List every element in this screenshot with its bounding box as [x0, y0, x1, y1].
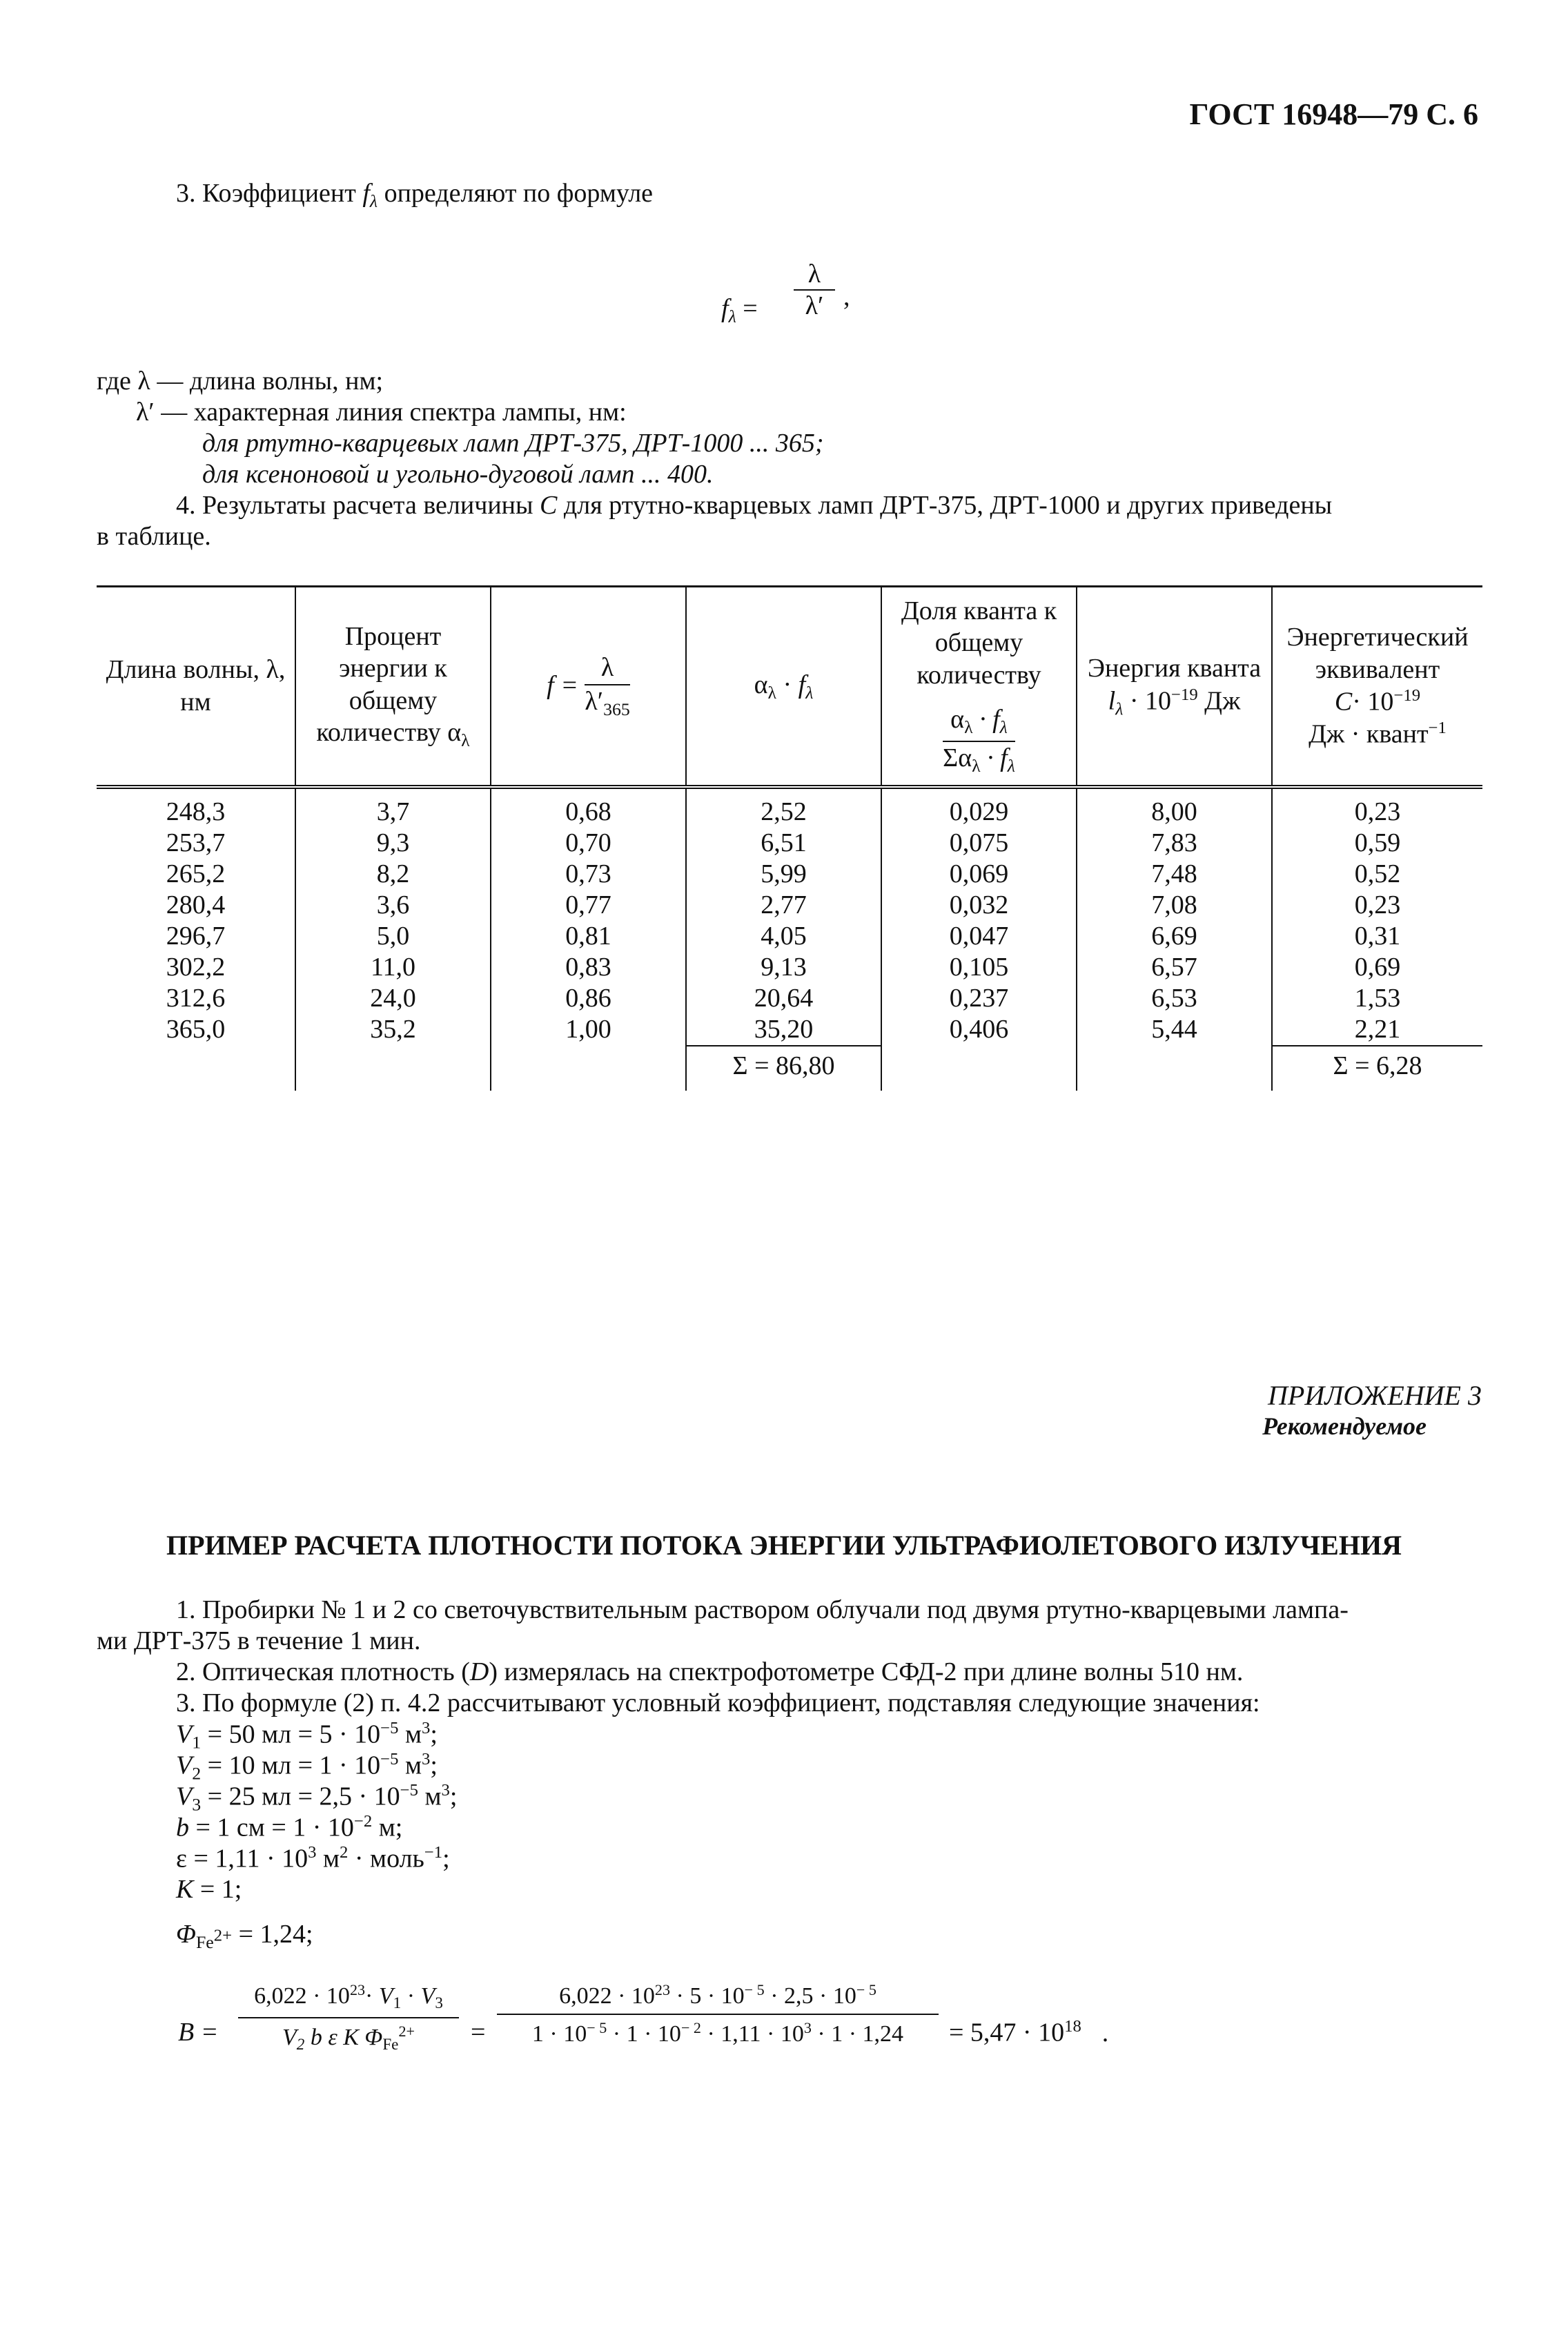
fb-d1-rest: b ε K Φ: [304, 2025, 383, 2051]
col-quantum-energy: [1077, 587, 1272, 787]
cell: 8,2: [295, 859, 491, 890]
p3-symbol: f: [362, 179, 370, 208]
cell: 11,0: [295, 952, 491, 983]
paragraph-4-line-1: [176, 490, 1332, 520]
v2-unit: м: [398, 1751, 422, 1780]
h3-den: [585, 684, 630, 720]
f1-lhs-sub: λ: [728, 306, 736, 327]
f1-den: λ′: [805, 291, 824, 320]
phi-sym: Φ: [176, 1920, 196, 1949]
table-row: [97, 797, 1482, 828]
phi-text: = 1,24;: [232, 1920, 313, 1949]
h3-den-text: λ′: [585, 686, 604, 716]
cell: 265,2: [166, 859, 226, 888]
sum-energy-equivalent: Σ = 6,28: [1272, 1046, 1482, 1091]
fb-eq: =: [471, 2018, 486, 2047]
h5-den-a-sub: λ: [972, 756, 981, 777]
h3-num: λ: [600, 653, 614, 683]
cell: 0,77: [491, 890, 686, 921]
fb-n2-rest2: · 2,5 · 10: [764, 1983, 856, 2009]
value-v1: [176, 1719, 438, 1753]
table-row: [97, 1014, 1482, 1046]
fb-d2-rest: · 1 · 10: [607, 2021, 681, 2047]
cell: 2,21: [1272, 1014, 1482, 1046]
fb-n1-v3: V: [420, 1983, 435, 2009]
cell: 253,7: [166, 828, 226, 857]
cell: 0,69: [1272, 952, 1482, 983]
table-header-row: [97, 587, 1482, 787]
e-unit2: · моль: [348, 1844, 424, 1873]
p3-number: 3.: [176, 179, 196, 208]
where-line-3: для ртутно-кварцевых ламп ДРТ-375, ДРТ-1000 ... 365;: [202, 429, 824, 458]
fb-d2-exp2: − 2: [680, 2019, 701, 2037]
table-row: [97, 921, 1482, 952]
cell: 2,52: [686, 797, 881, 828]
fb-n1-rest: ·: [365, 1983, 379, 2009]
cell: 0,59: [1272, 828, 1482, 859]
h5-den-f-sub: λ: [1007, 756, 1015, 777]
cell: 302,2: [166, 952, 226, 982]
e-unit-exp: 2: [340, 1843, 349, 1862]
paragraph-3: [176, 178, 653, 212]
cell: 7,48: [1077, 859, 1272, 890]
col-energy-equivalent: [1272, 587, 1482, 787]
cell: 0,83: [491, 952, 686, 983]
page-header: ГОСТ 16948—79 С. 6: [1189, 97, 1478, 131]
fb-n2-exp: 23: [654, 1981, 671, 1998]
cell: 9,13: [686, 952, 881, 983]
fb-line-1: [238, 2017, 459, 2018]
col-energy-percent: [295, 587, 491, 787]
value-k: [176, 1874, 242, 1905]
fb-result-exp: 18: [1064, 2017, 1081, 2036]
fb-num-1: [238, 1981, 459, 2013]
v3-unit: м: [418, 1782, 442, 1811]
cell: 0,406: [881, 1014, 1077, 1046]
cell: 0,68: [491, 797, 686, 828]
fb-d1-v2: V: [282, 2025, 297, 2051]
fb-d2: 1 · 10: [531, 2021, 587, 2047]
item-1-line-2: ми ДРТ-375 в течение 1 мин.: [97, 1626, 421, 1655]
e-exp: 3: [308, 1843, 317, 1862]
col-f: [491, 587, 686, 787]
p4-c: C: [540, 491, 558, 520]
v2-text: = 10 мл = 1 · 10: [201, 1751, 381, 1780]
cell: 296,7: [166, 921, 226, 951]
f1-eq: =: [743, 294, 758, 323]
where-line-1: где λ — длина волны, нм;: [97, 367, 384, 396]
paragraph-4-line-2: в таблице.: [97, 522, 211, 551]
fb-n2-exp3: − 5: [856, 1981, 876, 1998]
value-v2: [176, 1750, 438, 1784]
h3-den-sub: 365: [603, 699, 630, 719]
v3-sym: V: [176, 1782, 193, 1811]
cell: 24,0: [295, 983, 491, 1014]
cell: 8,00: [1077, 797, 1272, 828]
fb-n1: 6,022 · 10: [254, 1983, 350, 2009]
k-sym: K: [176, 1875, 194, 1904]
fb-n1-dot: ·: [401, 1983, 421, 2009]
cell: 0,105: [881, 952, 1077, 983]
formula-f-lambda: [721, 293, 758, 327]
table-row: [97, 983, 1482, 1014]
fb-d2-exp3: 3: [803, 2019, 812, 2037]
fb-n1-v3-sub: 3: [435, 1994, 443, 2013]
h7-unit: Дж · квант: [1309, 719, 1429, 749]
cell: 248,3: [166, 797, 226, 826]
cell: 0,029: [881, 797, 1077, 828]
cell: 9,3: [295, 828, 491, 859]
h7-unit-exp: −1: [1428, 719, 1447, 738]
cell: 35,2: [295, 1014, 491, 1046]
item-3: 3. По формуле (2) п. 4.2 рассчитывают условный коэффициент, подставляя следующие значения:: [176, 1688, 1260, 1717]
value-epsilon: [176, 1843, 450, 1874]
col-quantum-share: [881, 587, 1077, 787]
cell: 7,08: [1077, 890, 1272, 921]
fb-line-2: [497, 2014, 939, 2015]
k-text: = 1;: [193, 1875, 242, 1904]
v1-sub: 1: [192, 1732, 202, 1753]
h5-den-a: Σα: [943, 743, 972, 773]
h5-num-a-sub: λ: [964, 717, 973, 737]
p3-text-after: определяют по формуле: [384, 179, 654, 208]
sum-alpha-f: Σ = 86,80: [686, 1046, 881, 1091]
cell: 4,05: [686, 921, 881, 952]
appendix-label: ПРИЛОЖЕНИЕ 3: [1268, 1380, 1482, 1411]
v2-end: ;: [430, 1751, 438, 1780]
cell: 365,0: [166, 1014, 226, 1044]
h6-sym-sub: λ: [1115, 698, 1124, 719]
fb-n2-exp2: − 5: [744, 1981, 765, 1998]
cell: 0,069: [881, 859, 1077, 890]
fb-d2-exp: − 5: [587, 2019, 607, 2037]
cell: 0,52: [1272, 859, 1482, 890]
h6-unit: [1084, 685, 1264, 720]
b-sym: b: [176, 1813, 189, 1842]
fb-d1-v2-sub: 2: [296, 2036, 305, 2054]
phi-sub-exp: 2+: [213, 1926, 233, 1945]
h7-c: C: [1334, 687, 1353, 717]
v2-sym: V: [176, 1751, 193, 1780]
value-v3: [176, 1781, 457, 1815]
v3-end: ;: [449, 1782, 458, 1811]
h6-exp: −19: [1171, 685, 1198, 704]
cell: 6,53: [1077, 983, 1272, 1014]
fb-result: [949, 2017, 1108, 2048]
v1-unit: м: [398, 1720, 422, 1749]
v2-sub: 2: [192, 1763, 202, 1784]
cell: 0,81: [491, 921, 686, 952]
v1-unit-exp: 3: [422, 1719, 431, 1737]
v1-text: = 50 мл = 5 · 10: [201, 1720, 381, 1749]
h5-num: [943, 703, 1015, 738]
cell: 1,53: [1272, 983, 1482, 1014]
h5-num-a: α: [950, 705, 965, 734]
fb-n1-v1: V: [378, 1983, 393, 2009]
cell: 3,6: [295, 890, 491, 921]
v2-exp: −5: [380, 1750, 399, 1769]
cell: 2,77: [686, 890, 881, 921]
i2-a: 2. Оптическая плотность (: [176, 1657, 470, 1686]
h5-num-f: · f: [972, 705, 1000, 734]
e-text: ε = 1,11 · 10: [176, 1844, 308, 1873]
value-b: [176, 1812, 402, 1843]
h4-alpha-sub: λ: [767, 682, 777, 703]
h5-top: Доля кванта к общему количеству: [901, 596, 1057, 690]
p4-a: 4. Результаты расчета величины: [176, 491, 533, 520]
cell: 0,70: [491, 828, 686, 859]
cell: 7,83: [1077, 828, 1272, 859]
h4-alpha: α: [754, 670, 768, 699]
fb-den-2: [497, 2019, 939, 2047]
fb-n1-exp: 23: [349, 1981, 366, 1998]
cell: 6,51: [686, 828, 881, 859]
cell: 5,0: [295, 921, 491, 952]
where-line-4: для ксеноновой и угольно-дуговой ламп ... 400.: [202, 460, 714, 489]
cell: 0,31: [1272, 921, 1482, 952]
h7-top: Энергетический эквивалент: [1286, 623, 1469, 684]
fb-result-text: = 5,47 · 10: [949, 2018, 1065, 2047]
cell: 20,64: [686, 983, 881, 1014]
where-line-2: λ′ — характерная линия спектра лампы, нм:: [136, 398, 627, 427]
h7-mult: · 10: [1352, 687, 1394, 717]
fb-n1-v1-sub: 1: [393, 1994, 402, 2013]
fb-fraction-2: [497, 1981, 939, 2047]
v1-exp: −5: [380, 1719, 399, 1737]
h5-den: [943, 741, 1015, 777]
e-unit2-exp: −1: [424, 1843, 443, 1862]
v3-unit-exp: 3: [441, 1781, 450, 1800]
h5-fraction: [943, 703, 1015, 777]
p3-symbol-sub: λ: [369, 191, 378, 211]
h3-lhs: f =: [547, 671, 578, 701]
cell: 312,6: [166, 983, 226, 1013]
cell: 0,237: [881, 983, 1077, 1014]
table-spacer-row: [97, 787, 1482, 797]
h6-mult: · 10: [1123, 686, 1172, 716]
fb-num-2: [497, 1981, 939, 2009]
cell: 0,86: [491, 983, 686, 1014]
phi-sub: Fe: [195, 1931, 214, 1952]
cell: 6,69: [1077, 921, 1272, 952]
v2-unit-exp: 3: [422, 1750, 431, 1769]
fb-d1-sub-exp: 2+: [398, 2023, 415, 2041]
item-2: [176, 1657, 1243, 1687]
v3-text: = 25 мл = 2,5 · 10: [201, 1782, 400, 1811]
cell: 280,4: [166, 890, 226, 919]
i2-b: ) измерялась на спектрофотометре СФД-2 при длине волны 510 нм.: [489, 1657, 1244, 1686]
h3-fraction: [585, 652, 630, 720]
b-exp: −2: [353, 1812, 373, 1831]
v1-end: ;: [430, 1720, 438, 1749]
v1-sym: V: [176, 1720, 193, 1749]
h7-line2: [1280, 685, 1476, 718]
p3-text: Коэффициент: [202, 179, 356, 208]
p4-b: для ртутно-кварцевых ламп ДРТ-375, ДРТ-1000 и других приведены: [563, 491, 1333, 520]
fb-den-1: [238, 2023, 459, 2054]
h2-sub: λ: [461, 730, 470, 750]
table-sum-row: [97, 1046, 1482, 1091]
cell: 5,99: [686, 859, 881, 890]
h4-f-sub: λ: [805, 682, 814, 703]
e-end: ;: [442, 1844, 450, 1873]
col-wavelength: Длина волны, λ, нм: [97, 587, 295, 787]
cell: 0,075: [881, 828, 1077, 859]
cell: 0,23: [1272, 797, 1482, 828]
cell: 5,44: [1077, 1014, 1272, 1046]
f1-fraction: [794, 259, 835, 321]
e-unit: м: [316, 1844, 340, 1873]
fb-d2-rest3: · 1 · 1,24: [811, 2021, 904, 2047]
v3-sub: 3: [192, 1794, 202, 1815]
h6-sym: l: [1108, 686, 1116, 716]
value-phi: [176, 1919, 313, 1953]
h7-exp: −19: [1393, 686, 1421, 705]
table-row: [97, 859, 1482, 890]
h5-den-f: · f: [980, 743, 1008, 773]
fb-d1-sub: Fe: [382, 2036, 399, 2054]
f1-comma: ,: [843, 282, 850, 311]
table-row: [97, 828, 1482, 859]
col-alpha-f: [686, 587, 881, 787]
cell: 0,032: [881, 890, 1077, 921]
fb-d2-rest2: · 1,11 · 10: [700, 2021, 804, 2047]
cell: 0,047: [881, 921, 1077, 952]
h4-dot: ·: [783, 670, 792, 699]
fb-fraction-1: [238, 1981, 459, 2054]
cell: 0,23: [1272, 890, 1482, 921]
fb-n2: 6,022 · 10: [559, 1983, 655, 2009]
f1-lhs: f: [721, 294, 729, 323]
table-row: [97, 952, 1482, 983]
b-end: м;: [372, 1813, 403, 1842]
results-table: [97, 585, 1482, 1091]
f1-num: λ: [807, 260, 821, 289]
fb-end: .: [1101, 2018, 1109, 2047]
b-text: = 1 см = 1 · 10: [189, 1813, 354, 1842]
h7-line3: [1280, 718, 1476, 750]
fb-n2-rest: · 5 · 10: [670, 1983, 745, 2009]
h6-top: Энергия кванта: [1087, 654, 1262, 683]
section-title: ПРИМЕР РАСЧЕТА ПЛОТНОСТИ ПОТОКА ЭНЕРГИИ УЛЬТРАФИОЛЕТОВОГО ИЗЛУЧЕНИЯ: [166, 1530, 1402, 1561]
appendix-note: Рекомендуемое: [1262, 1412, 1427, 1440]
table-row: [97, 890, 1482, 921]
cell: 6,57: [1077, 952, 1272, 983]
cell: 35,20: [686, 1014, 881, 1046]
cell: 3,7: [295, 797, 491, 828]
v3-exp: −5: [400, 1781, 418, 1800]
h4-f: f: [798, 670, 806, 699]
h5-num-f-sub: λ: [999, 717, 1008, 737]
i2-d: D: [469, 1657, 489, 1686]
fb-lhs: B =: [178, 2018, 219, 2047]
cell: 0,73: [491, 859, 686, 890]
h6-unit-text: Дж: [1197, 686, 1241, 716]
h2-text: Процент энергии к общему количеству α: [316, 622, 462, 748]
item-1-line-1: 1. Пробирки № 1 и 2 со светочувствительным раствором облучали под двумя ртутно-кварцевыми лампа-: [176, 1595, 1349, 1624]
cell: 1,00: [491, 1014, 686, 1046]
